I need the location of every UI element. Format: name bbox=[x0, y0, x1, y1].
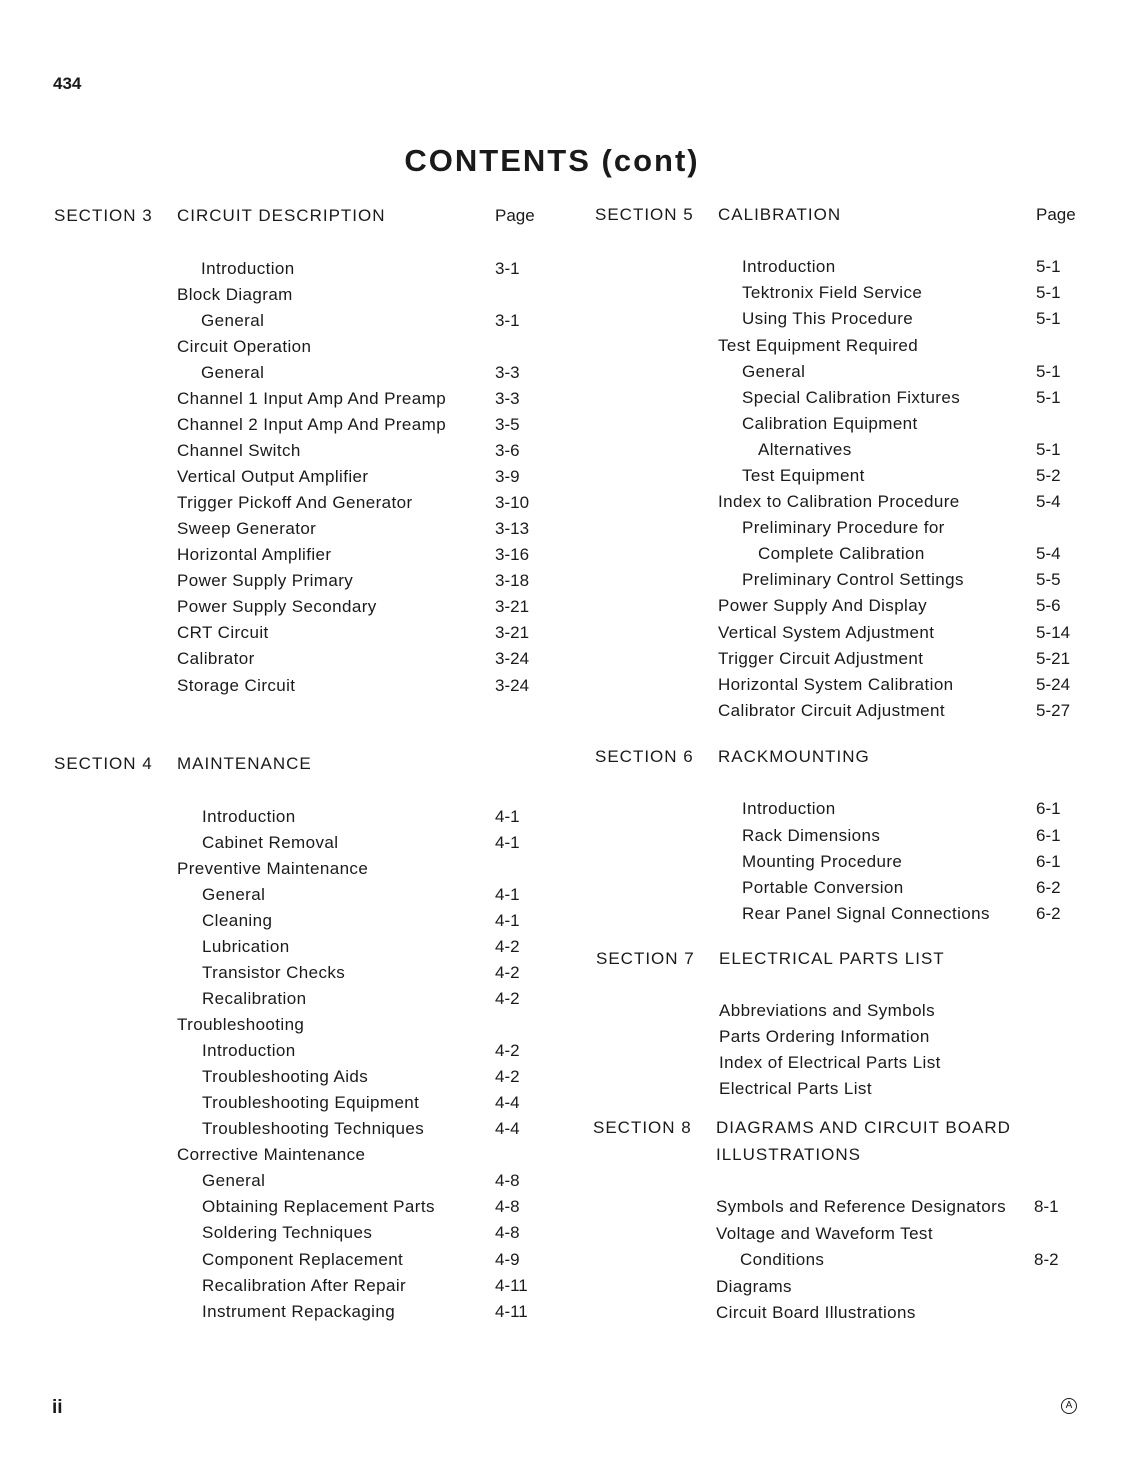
toc-entry: Introduction bbox=[202, 1041, 296, 1060]
section-5-label: SECTION 5 bbox=[595, 205, 694, 224]
toc-entry: Component Replacement bbox=[202, 1250, 404, 1269]
section-8-heading-line2: ILLUSTRATIONS bbox=[716, 1145, 861, 1164]
section-8-label: SECTION 8 bbox=[593, 1118, 692, 1137]
toc-entry: Vertical Output Amplifier bbox=[177, 467, 369, 486]
toc-entry: Recalibration bbox=[202, 989, 307, 1008]
toc-entry: Special Calibration Fixtures bbox=[742, 388, 961, 407]
toc-page: 3-6 bbox=[495, 441, 520, 460]
toc-entry: Corrective Maintenance bbox=[177, 1145, 366, 1164]
toc-page: 5-1 bbox=[1036, 440, 1061, 459]
page-column-header: Page bbox=[495, 206, 535, 225]
toc-entry: Power Supply And Display bbox=[718, 596, 927, 615]
toc-page: 5-6 bbox=[1036, 596, 1061, 615]
toc-entry: Rack Dimensions bbox=[742, 826, 881, 845]
toc-entry: Alternatives bbox=[758, 440, 852, 459]
toc-entry: Cabinet Removal bbox=[202, 833, 339, 852]
toc-entry: CRT Circuit bbox=[177, 623, 269, 642]
toc-page: 4-1 bbox=[495, 833, 520, 852]
toc-entry: Test Equipment bbox=[742, 466, 865, 485]
toc-entry: Block Diagram bbox=[177, 285, 293, 304]
toc-page: 6-1 bbox=[1036, 799, 1061, 818]
toc-entry: Electrical Parts List bbox=[719, 1079, 872, 1098]
toc-page: 6-1 bbox=[1036, 826, 1061, 845]
toc-page: 3-9 bbox=[495, 467, 520, 486]
toc-entry: Vertical System Adjustment bbox=[718, 623, 935, 642]
section-7-label: SECTION 7 bbox=[596, 949, 695, 968]
page-title: CONTENTS (cont) bbox=[404, 143, 700, 178]
toc-entry: Diagrams bbox=[716, 1277, 792, 1296]
section-3-heading: CIRCUIT DESCRIPTION bbox=[177, 206, 386, 225]
toc-page: 4-8 bbox=[495, 1171, 520, 1190]
toc-entry: General bbox=[742, 362, 806, 381]
section-8-heading: DIAGRAMS AND CIRCUIT BOARD bbox=[716, 1118, 1011, 1137]
toc-entry: Troubleshooting Techniques bbox=[202, 1119, 425, 1138]
toc-entry: Soldering Techniques bbox=[202, 1223, 373, 1242]
toc-page: 3-21 bbox=[495, 623, 530, 642]
toc-page: 4-8 bbox=[495, 1223, 520, 1242]
toc-page: 3-21 bbox=[495, 597, 530, 616]
toc-page: 5-5 bbox=[1036, 570, 1061, 589]
toc-entry: Voltage and Waveform Test bbox=[716, 1224, 933, 1243]
toc-page: 5-1 bbox=[1036, 388, 1061, 407]
toc-entry: Circuit Operation bbox=[177, 337, 312, 356]
toc-entry: Portable Conversion bbox=[742, 878, 904, 897]
toc-entry: General bbox=[202, 885, 266, 904]
section-4-heading: MAINTENANCE bbox=[177, 754, 312, 773]
toc-entry: Troubleshooting Equipment bbox=[202, 1093, 420, 1112]
toc-entry: Calibrator bbox=[177, 649, 255, 668]
toc-entry: Cleaning bbox=[202, 911, 273, 930]
toc-page: 5-21 bbox=[1036, 649, 1071, 668]
toc-page: 3-3 bbox=[495, 363, 520, 382]
toc-page: 4-1 bbox=[495, 807, 520, 826]
toc-page: 5-1 bbox=[1036, 283, 1061, 302]
toc-entry: Parts Ordering Information bbox=[719, 1027, 930, 1046]
section-7-heading: ELECTRICAL PARTS LIST bbox=[719, 949, 945, 968]
toc-entry: Power Supply Secondary bbox=[177, 597, 377, 616]
toc-page: 5-4 bbox=[1036, 544, 1061, 563]
toc-page: 4-2 bbox=[495, 1041, 520, 1060]
toc-page: 4-1 bbox=[495, 911, 520, 930]
toc-entry: Abbreviations and Symbols bbox=[719, 1001, 936, 1020]
toc-page: 4-9 bbox=[495, 1250, 520, 1269]
toc-entry: Symbols and Reference Designators bbox=[716, 1197, 1007, 1216]
footer-page-number: ii bbox=[52, 1397, 63, 1418]
toc-page: 4-11 bbox=[495, 1276, 528, 1295]
toc-entry: Calibrator Circuit Adjustment bbox=[718, 701, 946, 720]
toc-entry: Troubleshooting Aids bbox=[202, 1067, 369, 1086]
toc-entry: Conditions bbox=[740, 1250, 825, 1269]
section-6-label: SECTION 6 bbox=[595, 747, 694, 766]
toc-page: 5-27 bbox=[1036, 701, 1071, 720]
toc-entry: Using This Procedure bbox=[742, 309, 914, 328]
toc-entry: Recalibration After Repair bbox=[202, 1276, 407, 1295]
toc-entry: Instrument Repackaging bbox=[202, 1302, 396, 1321]
toc-page: 5-2 bbox=[1036, 466, 1061, 485]
toc-page: 4-2 bbox=[495, 989, 520, 1008]
toc-entry: Trigger Pickoff And Generator bbox=[177, 493, 413, 512]
toc-entry: Obtaining Replacement Parts bbox=[202, 1197, 435, 1216]
toc-page: 5-1 bbox=[1036, 362, 1061, 381]
toc-entry: Introduction bbox=[742, 257, 836, 276]
toc-entry: Calibration Equipment bbox=[742, 414, 918, 433]
section-4-label: SECTION 4 bbox=[54, 754, 153, 773]
toc-entry: Transistor Checks bbox=[202, 963, 346, 982]
toc-page: 5-24 bbox=[1036, 675, 1071, 694]
toc-page: 3-10 bbox=[495, 493, 530, 512]
toc-page: 5-14 bbox=[1036, 623, 1071, 642]
section-6-heading: RACKMOUNTING bbox=[718, 747, 870, 766]
toc-page: 6-1 bbox=[1036, 852, 1061, 871]
toc-entry: Lubrication bbox=[202, 937, 290, 956]
toc-entry: Rear Panel Signal Connections bbox=[742, 904, 990, 923]
toc-entry: Index to Calibration Procedure bbox=[718, 492, 960, 511]
toc-entry: Horizontal Amplifier bbox=[177, 545, 332, 564]
toc-entry: Test Equipment Required bbox=[718, 336, 919, 355]
toc-page: 5-1 bbox=[1036, 309, 1061, 328]
toc-page: 4-4 bbox=[495, 1119, 520, 1138]
toc-page: 4-8 bbox=[495, 1197, 520, 1216]
toc-entry: General bbox=[201, 311, 265, 330]
revision-mark-icon: A bbox=[1061, 1398, 1077, 1414]
toc-entry: Storage Circuit bbox=[177, 676, 296, 695]
toc-entry: Channel Switch bbox=[177, 441, 301, 460]
toc-page: 4-4 bbox=[495, 1093, 520, 1112]
toc-page: 5-1 bbox=[1036, 257, 1061, 276]
toc-entry: Preventive Maintenance bbox=[177, 859, 369, 878]
toc-entry: Introduction bbox=[201, 259, 295, 278]
toc-page: 5-4 bbox=[1036, 492, 1061, 511]
toc-page: 4-11 bbox=[495, 1302, 528, 1321]
toc-entry: Horizontal System Calibration bbox=[718, 675, 954, 694]
toc-entry: Index of Electrical Parts List bbox=[719, 1053, 941, 1072]
toc-entry: Channel 2 Input Amp And Preamp bbox=[177, 415, 447, 434]
toc-entry: Trigger Circuit Adjustment bbox=[718, 649, 924, 668]
toc-entry: Circuit Board Illustrations bbox=[716, 1303, 916, 1322]
toc-page: 4-2 bbox=[495, 1067, 520, 1086]
page-number: 434 bbox=[53, 74, 82, 93]
toc-entry: Introduction bbox=[742, 799, 836, 818]
toc-entry: Preliminary Procedure for bbox=[742, 518, 945, 537]
toc-page: 8-2 bbox=[1034, 1250, 1059, 1269]
toc-entry: Tektronix Field Service bbox=[742, 283, 923, 302]
section-5-heading: CALIBRATION bbox=[718, 205, 842, 224]
toc-page: 6-2 bbox=[1036, 878, 1061, 897]
toc-page: 3-13 bbox=[495, 519, 530, 538]
toc-page: 4-2 bbox=[495, 963, 520, 982]
toc-page: 6-2 bbox=[1036, 904, 1061, 923]
section-3-label: SECTION 3 bbox=[54, 206, 153, 225]
toc-page: 4-1 bbox=[495, 885, 520, 904]
toc-entry: Introduction bbox=[202, 807, 296, 826]
toc-page: 8-1 bbox=[1034, 1197, 1059, 1216]
toc-page: 3-1 bbox=[495, 311, 520, 330]
toc-page: 3-18 bbox=[495, 571, 530, 590]
toc-entry: General bbox=[201, 363, 265, 382]
toc-page: 3-16 bbox=[495, 545, 530, 564]
toc-entry: Complete Calibration bbox=[758, 544, 925, 563]
toc-entry: General bbox=[202, 1171, 266, 1190]
toc-entry: Preliminary Control Settings bbox=[742, 570, 964, 589]
toc-page: 3-3 bbox=[495, 389, 520, 408]
toc-entry: Power Supply Primary bbox=[177, 571, 354, 590]
toc-page: 3-5 bbox=[495, 415, 520, 434]
page-column-header: Page bbox=[1036, 205, 1076, 224]
toc-entry: Troubleshooting bbox=[177, 1015, 305, 1034]
toc-page: 3-24 bbox=[495, 649, 530, 668]
toc-entry: Channel 1 Input Amp And Preamp bbox=[177, 389, 447, 408]
toc-entry: Sweep Generator bbox=[177, 519, 317, 538]
toc-page: 3-24 bbox=[495, 676, 530, 695]
toc-page: 3-1 bbox=[495, 259, 520, 278]
toc-entry: Mounting Procedure bbox=[742, 852, 903, 871]
toc-page: 4-2 bbox=[495, 937, 520, 956]
